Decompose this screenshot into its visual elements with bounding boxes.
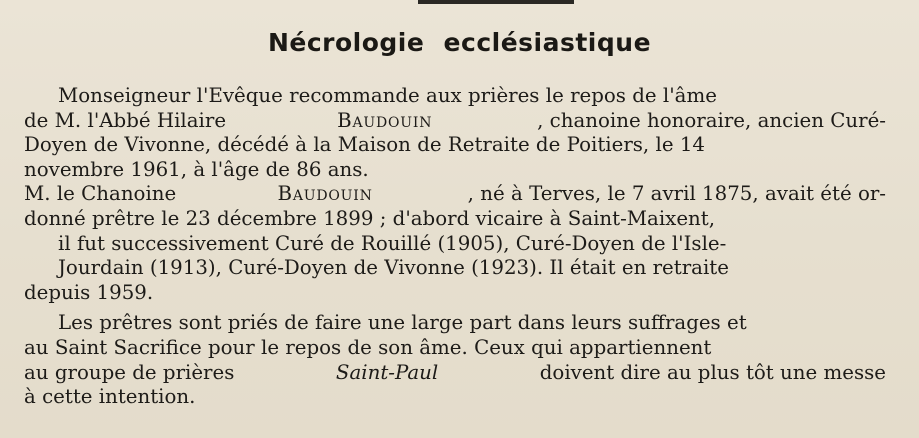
text-line [24, 311, 886, 336]
text-segment: de M. l'Abbé Hilaire [24, 108, 233, 132]
section-title: Nécrologie ecclésiastique [267, 28, 652, 57]
article-body [24, 84, 886, 410]
text-segment: à cette intention. [24, 385, 196, 409]
group-name-italic: Saint-Paul [335, 360, 439, 384]
text-segment: , né à Terves, le 7 avril 1875, avait été or- [467, 182, 886, 206]
text-line [24, 232, 886, 257]
text-segment: il fut successivement Curé de Rouillé (1905), Curé-Doyen de l'Isle- [58, 231, 727, 255]
paragraph-announcement [24, 84, 886, 182]
text-line [24, 361, 886, 386]
text-segment: M. le Chanoine [24, 182, 183, 206]
text-segment: Monseigneur l'Evêque recommande aux prières le repos de l'âme [58, 84, 717, 107]
paragraph-biography [24, 182, 886, 305]
text-line [24, 385, 886, 410]
text-segment: , chanoine honoraire, ancien Curé- [537, 108, 886, 132]
text-segment: au Saint Sacrifice pour le repos de son âme. Ceux qui appartiennent [24, 335, 712, 359]
text-line [24, 281, 886, 306]
text-line [24, 182, 886, 207]
text-segment: donné prêtre le 23 décembre 1899 ; d'abord vicaire à Saint-Maixent, [24, 206, 716, 230]
text-segment: novembre 1961, à l'âge de 86 ans. [24, 157, 369, 181]
text-segment: Jourdain (1913), Curé-Doyen de Vivonne (1923). Il était en retraite [58, 256, 729, 280]
text-line [24, 133, 886, 158]
text-segment: Les prêtres sont priés de faire une large part dans leurs suffrages et [58, 311, 747, 335]
paragraph-request [24, 311, 886, 409]
text-line [24, 84, 886, 109]
text-line [24, 256, 886, 281]
surname-smallcaps: Baudouin [337, 108, 433, 132]
text-segment: Doyen de Vivonne, décédé à la Maison de Retraite de Poitiers, le 14 [24, 133, 705, 157]
text-line [24, 207, 886, 232]
text-line [24, 336, 886, 361]
text-line [24, 109, 886, 134]
text-segment: au groupe de prières [24, 360, 241, 384]
surname-smallcaps: Baudouin [277, 182, 373, 206]
text-segment: doivent dire au plus tôt une messe [533, 360, 886, 384]
top-rule [418, 0, 574, 4]
text-segment: depuis 1959. [24, 280, 154, 304]
text-line [24, 158, 886, 183]
